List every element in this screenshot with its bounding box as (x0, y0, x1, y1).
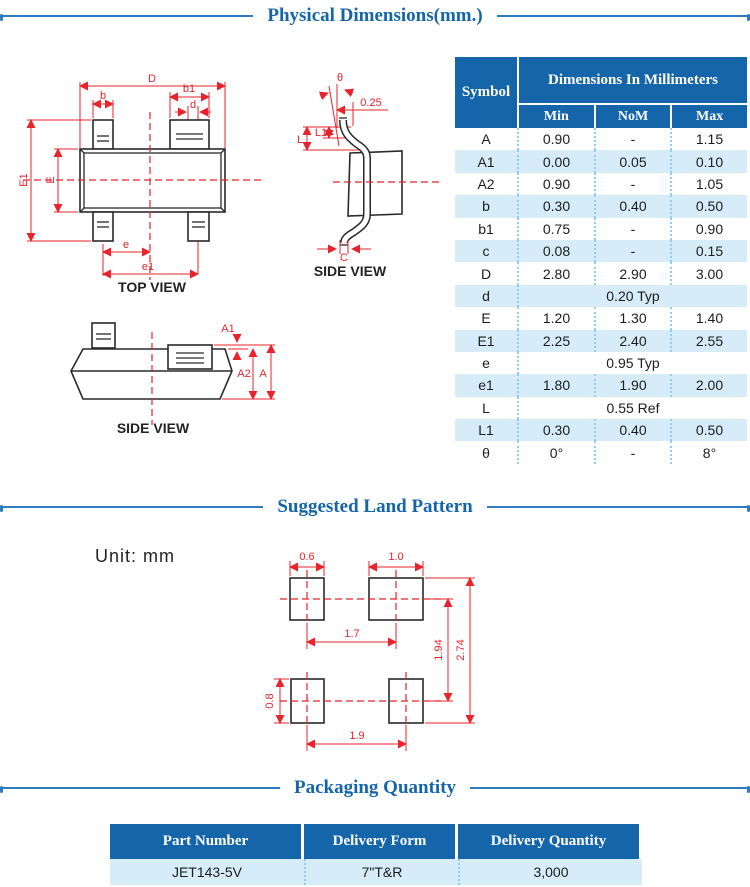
max-header: Max (672, 105, 747, 128)
dim-value-min: 0.30 (517, 419, 594, 441)
dim-symbol: d (482, 287, 490, 304)
side-view-front-drawing (52, 298, 297, 450)
dim-value-nom: - (594, 218, 670, 240)
dim-table-row (455, 307, 747, 329)
dim-label-A: A (259, 368, 267, 380)
packaging-table (110, 824, 642, 885)
dim-value-min: 0.00 (517, 150, 594, 172)
dim-value-nom: 1.30 (594, 307, 670, 329)
dim-value-min: 0.90 (517, 128, 594, 150)
dim-label-tip-offset: 0.25 (360, 97, 382, 109)
pin-back (92, 323, 115, 348)
dim-label-pad-large-width: 1.0 (388, 551, 404, 563)
divider-line (0, 506, 263, 508)
dim-table-row (455, 330, 747, 352)
dim-value-max: 2.00 (670, 374, 747, 396)
dim-value-nom: - (594, 240, 670, 262)
divider-line (497, 15, 750, 17)
dim-value-max: 0.15 (670, 240, 747, 262)
dim-table-row (455, 262, 747, 284)
dim-value-nom: - (594, 128, 670, 150)
dim-table-row (455, 352, 747, 374)
dim-label-theta: θ (336, 72, 344, 84)
divider-line (487, 506, 750, 508)
package-body-side (348, 151, 402, 216)
dim-value-nom: 2.40 (594, 330, 670, 352)
dim-symbol: E (481, 310, 491, 327)
dimensions-table-header (455, 57, 747, 128)
dim-value-min: 0° (517, 441, 594, 463)
dim-value-min: 1.20 (517, 307, 594, 329)
dim-table-row (455, 218, 747, 240)
dim-label-E: E (45, 176, 57, 184)
dim-table-row (455, 441, 747, 463)
dim-label-A2: A2 (237, 368, 251, 380)
dim-label-row-span-inner: 1.94 (433, 639, 445, 661)
section-title: Suggested Land Pattern (277, 496, 473, 517)
dim-value-min: 2.25 (517, 330, 594, 352)
dim-table-row (455, 419, 747, 441)
dim-table-row (455, 173, 747, 195)
dim-value-max: 1.05 (670, 173, 747, 195)
dim-table-row (455, 285, 747, 307)
dim-label-D: D (148, 73, 156, 85)
dim-symbol: A (481, 131, 491, 148)
min-header: Min (519, 105, 594, 128)
dim-value-max: 0.90 (670, 218, 747, 240)
dim-symbol: e (482, 355, 490, 372)
dim-value-min: 1.80 (517, 374, 594, 396)
dim-label-A1: A1 (221, 323, 235, 335)
dim-value-max: 0.50 (670, 195, 747, 217)
dim-table-row (455, 397, 747, 419)
dim-symbol: e1 (478, 377, 494, 394)
dim-value-nom: 0.05 (594, 150, 670, 172)
dim-value-span: 0.20 Typ (517, 285, 747, 307)
dim-label-pitch-bottom: 1.9 (349, 730, 365, 742)
packaging-header-cell: Part Number (110, 824, 301, 859)
dim-value-max: 2.55 (670, 330, 747, 352)
top-view-caption: TOP VIEW (118, 279, 186, 295)
dim-symbol: L1 (478, 422, 494, 439)
side-view-lead-drawing (293, 58, 445, 293)
pin-front (168, 345, 212, 369)
dim-value-max: 0.10 (670, 150, 747, 172)
section-header-physical-dimensions (0, 5, 750, 27)
dim-symbol: A1 (477, 153, 495, 170)
dim-label-pitch-top: 1.7 (344, 628, 360, 640)
unit-label: Unit: mm (95, 546, 175, 566)
dim-label-b: b (99, 90, 107, 102)
dim-value-min: 0.30 (517, 195, 594, 217)
dim-label-L: L (296, 134, 304, 146)
dim-value-max: 1.15 (670, 128, 747, 150)
packaging-table-row (110, 859, 642, 885)
nom-header: NoM (596, 105, 671, 128)
dim-value-nom: 1.90 (594, 374, 670, 396)
dimension-table-body (455, 128, 747, 464)
dim-value-max: 0.50 (670, 419, 747, 441)
pin-top-left (93, 120, 113, 149)
dim-table-row (455, 150, 747, 172)
dim-label-L1: L1 (314, 127, 328, 139)
divider-line (0, 787, 280, 789)
dim-symbol: L (482, 399, 490, 416)
dim-value-span: 0.95 Typ (517, 352, 747, 374)
dim-table-row (455, 374, 747, 396)
dim-symbol: E1 (477, 332, 495, 349)
sub-headers (519, 105, 747, 128)
dim-symbol: b1 (478, 220, 494, 237)
section-title: Packaging Quantity (293, 777, 457, 798)
dim-value-max: 1.40 (670, 307, 747, 329)
dim-symbol: c (482, 243, 490, 260)
dim-value-nom: - (594, 441, 670, 463)
group-header: Dimensions In Millimeters (519, 57, 747, 103)
land-pattern-drawing (253, 543, 495, 770)
dim-value-nom: 0.40 (594, 195, 670, 217)
dim-label-row-span-outer: 2.74 (455, 639, 467, 661)
dim-value-nom: 0.40 (594, 419, 670, 441)
divider-line (470, 787, 750, 789)
dim-label-C: C (340, 252, 348, 264)
dim-label-pad-small-width: 0.6 (299, 551, 315, 563)
packaging-cell: JET143-5V (171, 864, 243, 880)
dim-label-e: e (122, 239, 130, 251)
packaging-table-header (110, 824, 642, 859)
dim-table-row (455, 240, 747, 262)
dim-value-max: 3.00 (670, 262, 747, 284)
section-header-packaging (0, 777, 750, 799)
dim-value-nom: 2.90 (594, 262, 670, 284)
dim-value-min: 0.90 (517, 173, 594, 195)
dim-value-max: 8° (670, 441, 747, 463)
section-title: Physical Dimensions(mm.) (267, 5, 483, 26)
dim-table-row (455, 195, 747, 217)
side-view-caption: SIDE VIEW (313, 263, 387, 279)
dim-symbol: b (482, 198, 490, 215)
packaging-cell: 7"T&R (304, 859, 458, 885)
symbol-header: Symbol (455, 57, 517, 128)
dim-table-row (455, 128, 747, 150)
dim-value-min: 0.75 (517, 218, 594, 240)
dim-label-e1: e1 (141, 261, 155, 273)
dim-symbol: D (480, 265, 492, 282)
dim-symbol: A2 (477, 175, 495, 192)
dim-label-E1: E1 (18, 173, 30, 187)
dim-value-nom: - (594, 173, 670, 195)
packaging-header-cell: Delivery Quantity (458, 824, 639, 859)
dim-value-min: 2.80 (517, 262, 594, 284)
packaging-table-body (110, 859, 642, 885)
top-view-drawing (18, 56, 270, 298)
dim-value-min: 0.08 (517, 240, 594, 262)
dim-label-pad-height: 0.8 (264, 693, 276, 709)
section-header-land-pattern (0, 496, 750, 518)
dim-label-b1: b1 (182, 83, 196, 95)
packaging-cell: 3,000 (458, 859, 642, 885)
dim-value-span: 0.55 Ref (517, 397, 747, 419)
dimensions-table (455, 57, 747, 464)
dim-label-d: d (189, 99, 197, 111)
divider-line (0, 15, 253, 17)
side-view-front-caption: SIDE VIEW (116, 420, 190, 436)
packaging-header-cell: Delivery Form (304, 824, 455, 859)
dim-symbol: θ (482, 444, 490, 461)
